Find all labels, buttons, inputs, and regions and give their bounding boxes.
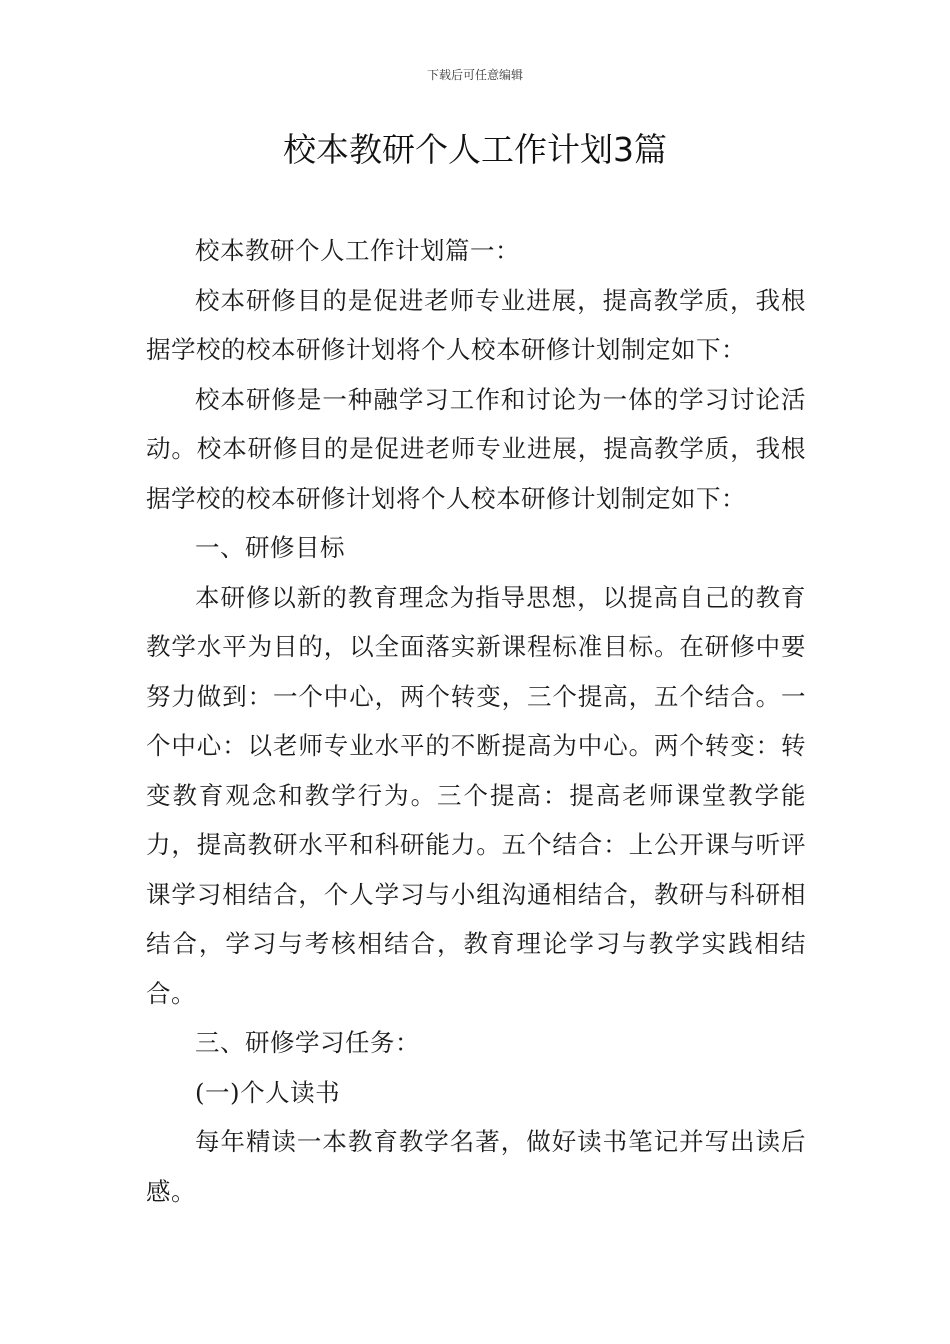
paragraph-section-heading: 校本教研个人工作计划篇一： (195, 236, 520, 265)
document-body (146, 226, 806, 1216)
paragraph-intro: 校本研修目的是促进老师专业进展，提高教学质，我根据学校的校本研修计划将个人校本研修计划制定如下： (146, 285, 806, 364)
paragraph-goals: 本研修以新的教育理念为指导思想，以提高自己的教育教学水平为目的，以全面落实新课程标准目标。在研修中要努力做到：一个中心，两个转变，三个提高，五个结合。一个中心：以老师专业水平的不断提高为中心。两个转变：转变教育观念和教学行为。三个提高：提高老师课堂教学能力，提高教研水平和科研能力。五个结合：上公开课与听评课学习相结合，个人学习与小组沟通相结合，教研与科研相结合，学习与考核相结合，教育理论学习与教学实践相结合。 (146, 582, 806, 1008)
paragraph-heading-reading: (一)个人读书 (195, 1077, 341, 1107)
document-title: 校本教研个人工作计划3篇 (283, 130, 667, 169)
paragraph-reading: 每年精读一本教育教学名著，做好读书笔记并写出读后感。 (146, 1127, 806, 1206)
paragraph-heading-goals: 一、研修目标 (195, 533, 345, 562)
paragraph-description: 校本研修是一种融学习工作和讨论为一体的学习讨论活动。校本研修目的是促进老师专业进展，提高教学质，我根据学校的校本研修计划将个人校本研修计划制定如下： (146, 384, 806, 513)
paragraph-heading-tasks: 三、研修学习任务： (195, 1028, 420, 1057)
header-note: 下载后可任意编辑 (426, 68, 523, 82)
